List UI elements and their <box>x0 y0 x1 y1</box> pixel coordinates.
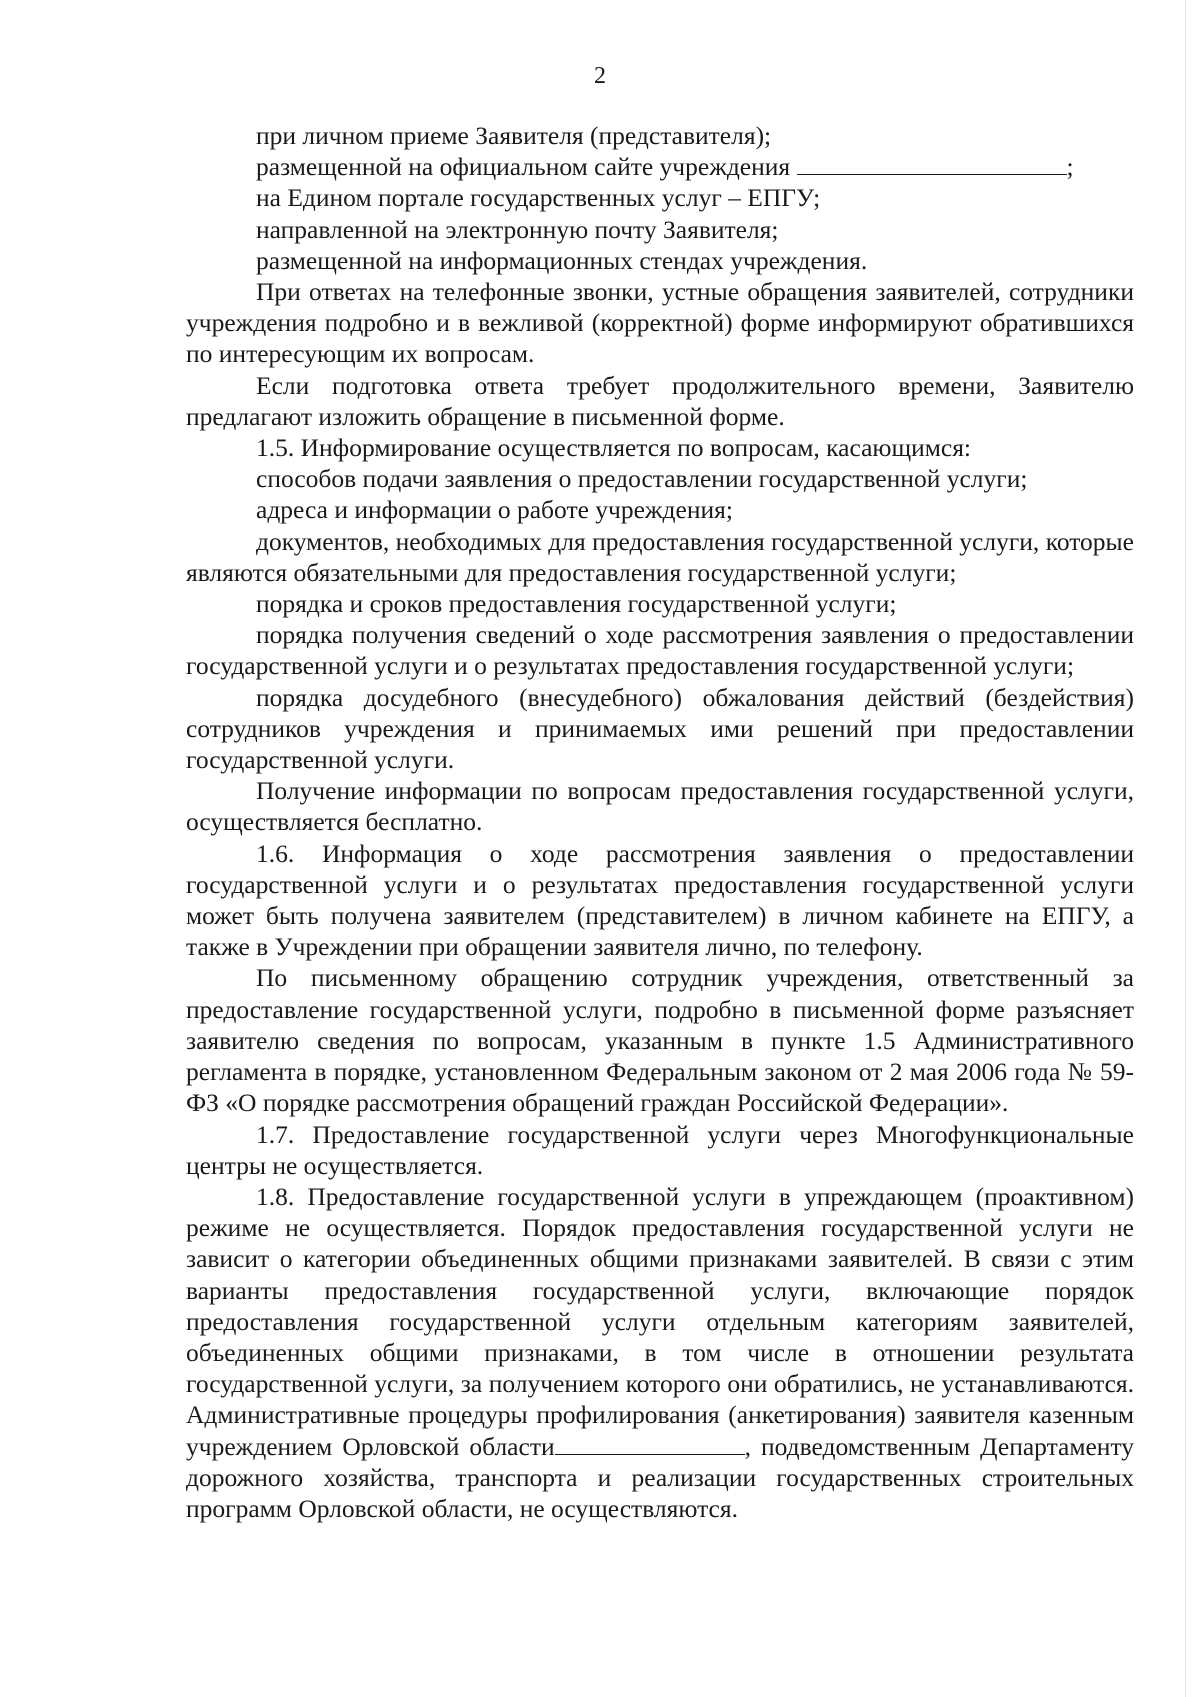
paragraph-1-8-text: 1.8. Предоставление государственной услуги в упреждающем (проактивном) режиме не осуществляется. Порядок предоставления государственной услуги не зависит о категории объединенных общими признаками заявителей. В связи с этим варианты предоставления государственной услуги, включающие порядок предоставления государственной услуги отдельным категориям заявителей, объединенных общими признаками, в том числе в отношении результата государственной услуги, за получением которого они обратились, не устанавливаются. Административные процедуры профилирования (анкетирования) заявителя казенным учреждением Орловской области <box>186 1181 1134 1461</box>
paragraph-epgu: на Едином портале государственных услуг – ЕПГУ; <box>256 183 821 213</box>
paragraph-email: направленной на электронную почту Заявителя; <box>256 214 779 244</box>
paragraph-written-appeal: По письменному обращению сотрудник учреждения, ответственный за предоставление государственной услуги, подробно в письменной форме разъясняет заявителю сведения по вопросам, указанным в пункте 1.5 Административного регламента в порядке, установленном Федеральным законом от 2 мая 2006 года № 59-ФЗ «О порядке рассмотрения обращений граждан Российской Федерации». <box>186 963 1134 1118</box>
document-body <box>186 120 1134 1524</box>
site-blank-line <box>797 152 1067 175</box>
paragraph-1-7: 1.7. Предоставление государственной услуги через Многофункциональные центры не осуществляется. <box>186 1119 1134 1180</box>
paragraph-free-info: Получение информации по вопросам предоставления государственной услуги, осуществляется бесплатно. <box>186 776 1134 837</box>
paragraph-terms: порядка и сроков предоставления государственной услуги; <box>256 589 897 619</box>
paragraph-1-8-end: , подведомственным Департаменту дорожного хозяйства, транспорта и реализации государственных строительных программ Орловской области, не осуществляются. <box>186 1431 1134 1523</box>
paragraph-phone-answers: При ответах на телефонные звонки, устные обращения заявителей, сотрудники учреждения подробно и в вежливой (корректной) форме информируют обратившихся по интересующим их вопросам. <box>186 277 1134 369</box>
paragraph-address-info: адреса и информации о работе учреждения; <box>256 495 733 525</box>
paragraph-progress-info: порядка получения сведений о ходе рассмотрения заявления о предоставлении государственной услуги и о результатах предоставления государственной услуги; <box>186 620 1134 681</box>
paragraph-1-5: 1.5. Информирование осуществляется по вопросам, касающимся: <box>256 433 972 463</box>
official-site-end: ; <box>1066 152 1074 182</box>
paragraph-personal-reception: при личном приеме Заявителя (представителя); <box>256 121 772 150</box>
paragraph-written-form: Если подготовка ответа требует продолжительного времени, Заявителю предлагают изложить обращение в письменной форме. <box>186 370 1134 431</box>
paragraph-appeal: порядка досудебного (внесудебного) обжалования действий (бездействия) сотрудников учреждения и принимаемых ими решений при предоставлении государственной услуги. <box>186 682 1134 775</box>
paragraph-1-8 <box>186 1181 1134 1524</box>
official-site-text: размещенной на официальном сайте учреждения <box>256 152 797 182</box>
paragraph-required-documents: документов, необходимых для предоставления государственной услуги, которые являются обязательными для предоставления государственной услуги; <box>186 526 1134 587</box>
page-number: 2 <box>594 63 606 89</box>
page-edge-line <box>1185 0 1186 1697</box>
paragraph-official-site <box>186 151 1134 182</box>
paragraph-1-6: 1.6. Информация о ходе рассмотрения заявления о предоставлении государственной услуги и о результатах предоставления государственной услуги может быть получена заявителем (представителем) в личном кабинете на ЕПГУ, а также в Учреждении при обращении заявителя лично, по телефону. <box>186 838 1134 962</box>
paragraph-submission-methods: способов подачи заявления о предоставлении государственной услуги; <box>256 464 1028 494</box>
institution-blank-line <box>555 1432 745 1455</box>
paragraph-info-stands: размещенной на информационных стендах учреждения. <box>256 245 868 275</box>
